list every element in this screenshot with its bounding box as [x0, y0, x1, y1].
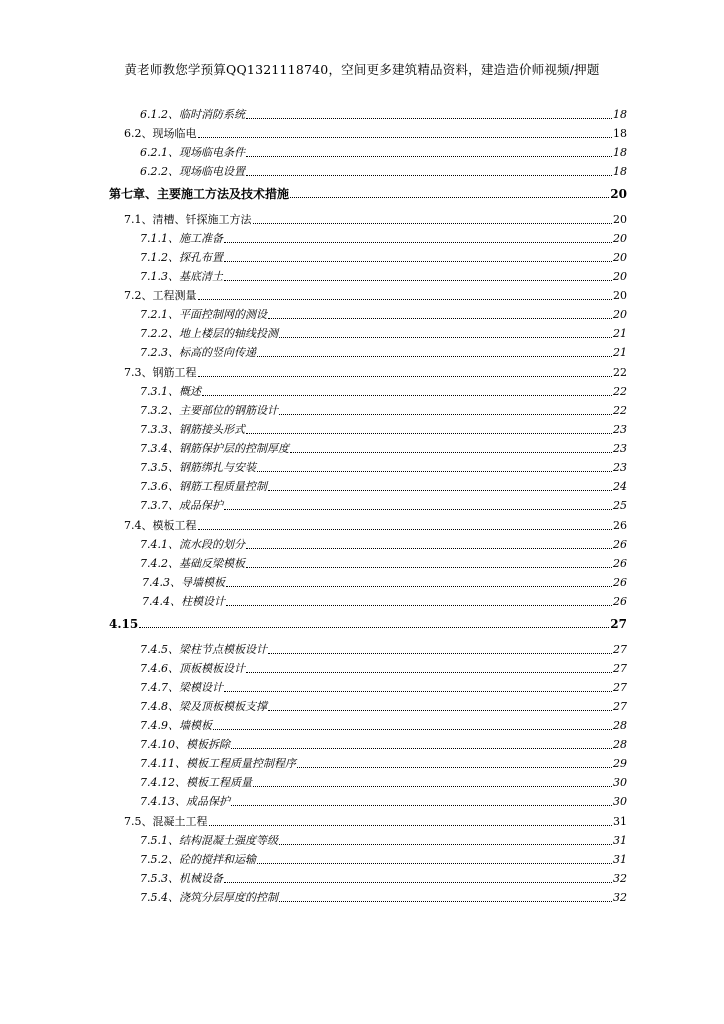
toc-leader-dots	[198, 299, 613, 300]
toc-entry-page: 31	[613, 815, 627, 828]
toc-entry-title: 7.4.6、顶板模板设计	[140, 662, 245, 675]
toc-entry-title: 7.4.2、基础反梁模板	[140, 557, 245, 570]
toc-leader-dots	[224, 261, 612, 262]
toc-entry-title: 6.2.2、现场临电设置	[140, 165, 245, 178]
toc-entry-page: 29	[613, 757, 627, 770]
toc-entry[interactable]	[140, 681, 627, 695]
toc-entry-page: 27	[613, 681, 627, 694]
toc-entry-page: 23	[613, 442, 627, 455]
toc-entry[interactable]	[140, 308, 627, 322]
toc-entry-title: 7.4.4、柱模设计	[142, 595, 225, 608]
toc-leader-dots	[257, 863, 612, 864]
toc-entry-title: 7.4.8、梁及顶板模板支撑	[140, 700, 267, 713]
toc-entry-page: 26	[613, 519, 627, 532]
toc-leader-dots	[268, 653, 612, 654]
toc-entry[interactable]	[140, 108, 627, 122]
toc-entry-page: 28	[613, 719, 627, 732]
toc-entry[interactable]	[140, 891, 627, 905]
toc-entry-page: 31	[613, 834, 627, 847]
toc-entry[interactable]	[124, 815, 627, 829]
toc-entry-page: 27	[613, 662, 627, 675]
toc-entry[interactable]	[142, 576, 627, 590]
toc-entry-title: 7.2.1、平面控制网的测设	[140, 308, 267, 321]
toc-entry-title: 7.4.3、导墙模板	[142, 576, 225, 589]
toc-entry-page: 26	[613, 576, 627, 589]
toc-entry-page: 22	[613, 385, 627, 398]
toc-entry-title: 7.5.1、结构混凝土强度等级	[140, 834, 278, 847]
toc-entry-title: 第七章、主要施工方法及技术措施	[109, 187, 290, 201]
toc-leader-dots	[268, 710, 612, 711]
toc-entry[interactable]	[124, 519, 627, 533]
toc-leader-dots	[231, 805, 612, 806]
toc-leader-dots	[224, 242, 612, 243]
toc-entry-title: 7.3.2、主要部位的钢筋设计	[140, 404, 278, 417]
toc-leader-dots	[279, 414, 612, 415]
toc-leader-dots	[253, 223, 613, 224]
toc-leader-dots	[198, 376, 613, 377]
toc-leader-dots	[268, 490, 612, 491]
toc-chapter-entry[interactable]	[109, 617, 627, 631]
toc-entry-page: 20	[610, 187, 627, 201]
toc-entry-title: 7.3.7、成品保护	[140, 499, 223, 512]
toc-entry-title: 4.15	[109, 617, 139, 631]
toc-leader-dots	[257, 471, 612, 472]
toc-entry-page: 27	[613, 643, 627, 656]
toc-entry-page: 23	[613, 423, 627, 436]
toc-leader-dots	[213, 729, 612, 730]
toc-entry[interactable]	[140, 385, 627, 399]
toc-entry-page: 21	[613, 327, 627, 340]
toc-entry-page: 32	[613, 891, 627, 904]
page-header: 黄老师教您学预算QQ1321118740，空间更多建筑精品资料，建造造价师视频/押题	[124, 62, 600, 77]
toc-entry-page: 23	[613, 461, 627, 474]
toc-entry-title: 6.1.2、临时消防系统	[140, 108, 245, 121]
toc-entry[interactable]	[124, 213, 627, 227]
toc-leader-dots	[279, 901, 612, 902]
toc-entry[interactable]	[140, 776, 627, 790]
toc-leader-dots	[209, 825, 613, 826]
toc-leader-dots	[246, 567, 612, 568]
toc-entry-title: 7.3.6、钢筋工程质量控制	[140, 480, 267, 493]
toc-entry-page: 26	[613, 557, 627, 570]
toc-entry[interactable]	[140, 480, 627, 494]
toc-leader-dots	[226, 605, 612, 606]
toc-entry-title: 7.5.4、浇筑分层厚度的控制	[140, 891, 278, 904]
toc-entry-title: 7.4、模板工程	[124, 519, 197, 532]
toc-entry-title: 7.4.11、模板工程质量控制程序	[140, 757, 296, 770]
toc-entry-page: 30	[613, 795, 627, 808]
toc-entry-title: 7.1.1、施工准备	[140, 232, 223, 245]
toc-leader-dots	[246, 672, 612, 673]
toc-entry[interactable]	[124, 127, 627, 141]
toc-entry[interactable]	[140, 757, 627, 771]
toc-leader-dots	[198, 137, 613, 138]
toc-entry[interactable]	[140, 538, 627, 552]
toc-entry-title: 7.4.13、成品保护	[140, 795, 230, 808]
toc-entry-title: 7.3.4、钢筋保护层的控制厚度	[140, 442, 289, 455]
toc-entry-title: 6.2.1、现场临电条件	[140, 146, 245, 159]
toc-entry-title: 7.5.3、机械设备	[140, 872, 223, 885]
toc-entry[interactable]	[140, 662, 627, 676]
toc-leader-dots	[224, 280, 612, 281]
toc-entry[interactable]	[124, 366, 627, 380]
toc-entry-title: 7.1.2、探孔布置	[140, 251, 223, 264]
toc-entry[interactable]	[140, 795, 627, 809]
toc-entry-title: 7.5、混凝土工程	[124, 815, 208, 828]
toc-entry-page: 22	[613, 404, 627, 417]
toc-entry[interactable]	[140, 270, 627, 284]
toc-leader-dots	[202, 395, 612, 396]
toc-entry-title: 7.1、清槽、钎探施工方法	[124, 213, 252, 226]
toc-entry-title: 7.5.2、砼的搅拌和运输	[140, 853, 256, 866]
toc-entry[interactable]	[140, 557, 627, 571]
toc-leader-dots	[246, 548, 612, 549]
toc-entry-page: 26	[613, 595, 627, 608]
toc-entry-page: 30	[613, 776, 627, 789]
toc-entry[interactable]	[140, 700, 627, 714]
toc-entry-page: 18	[613, 108, 627, 121]
toc-leader-dots	[224, 509, 612, 510]
toc-entry-page: 25	[613, 499, 627, 512]
toc-entry[interactable]	[140, 251, 627, 265]
toc-entry-title: 7.1.3、基底清土	[140, 270, 223, 283]
toc-entry-page: 27	[610, 617, 627, 631]
toc-leader-dots	[224, 882, 612, 883]
toc-entry[interactable]	[140, 853, 627, 867]
toc-entry[interactable]	[142, 595, 627, 609]
toc-entry[interactable]	[140, 165, 627, 179]
toc-entry-title: 7.2.3、标高的竖向传递	[140, 346, 256, 359]
toc-entry-title: 7.4.12、模板工程质量	[140, 776, 252, 789]
toc-leader-dots	[253, 786, 612, 787]
toc-entry-title: 7.3.3、钢筋接头形式	[140, 423, 245, 436]
toc-entry[interactable]	[140, 327, 627, 341]
toc-entry-page: 31	[613, 853, 627, 866]
toc-entry-title: 7.4.10、模板拆除	[140, 738, 230, 751]
toc-leader-dots	[246, 175, 612, 176]
toc-leader-dots	[279, 844, 612, 845]
toc-leader-dots	[257, 356, 612, 357]
toc-entry-page: 22	[613, 366, 627, 379]
toc-entry-page: 20	[613, 289, 627, 302]
toc-entry-page: 28	[613, 738, 627, 751]
toc-entry-page: 21	[613, 346, 627, 359]
toc-leader-dots	[268, 318, 612, 319]
toc-entry-title: 7.4.7、梁模设计	[140, 681, 223, 694]
toc-leader-dots	[246, 156, 612, 157]
toc-entry[interactable]	[140, 834, 627, 848]
toc-entry[interactable]	[140, 232, 627, 246]
toc-leader-dots	[246, 118, 612, 119]
toc-entry-page: 20	[613, 213, 627, 226]
toc-entry-title: 7.2、工程测量	[124, 289, 197, 302]
toc-entry[interactable]	[140, 423, 627, 437]
toc-entry-title: 7.4.1、流水段的划分	[140, 538, 245, 551]
toc-entry[interactable]	[140, 643, 627, 657]
toc-entry[interactable]	[140, 346, 627, 360]
toc-entry-page: 20	[613, 232, 627, 245]
toc-entry-title: 6.2、现场临电	[124, 127, 197, 140]
toc-entry-page: 20	[613, 270, 627, 283]
toc-entry-title: 7.3.1、概述	[140, 385, 201, 398]
toc-leader-dots	[226, 586, 612, 587]
toc-entry-page: 24	[613, 480, 627, 493]
toc-entry-page: 27	[613, 700, 627, 713]
toc-entry-title: 7.2.2、地上楼层的轴线投测	[140, 327, 278, 340]
toc-leader-dots	[246, 433, 612, 434]
toc-entry-page: 20	[613, 251, 627, 264]
toc-entry-page: 20	[613, 308, 627, 321]
toc-leader-dots	[231, 748, 612, 749]
toc-entry[interactable]	[140, 499, 627, 513]
toc-entry[interactable]	[140, 461, 627, 475]
toc-entry[interactable]	[140, 146, 627, 160]
toc-leader-dots	[290, 452, 612, 453]
toc-entry-page: 18	[613, 146, 627, 159]
toc-entry[interactable]	[140, 404, 627, 418]
toc-entry[interactable]	[140, 442, 627, 456]
toc-entry-title: 7.3、钢筋工程	[124, 366, 197, 379]
toc-entry[interactable]	[124, 289, 627, 303]
toc-leader-dots	[139, 627, 609, 628]
toc-entry[interactable]	[140, 719, 627, 733]
toc-entry-title: 7.3.5、钢筋绑扎与安装	[140, 461, 256, 474]
toc-entry-page: 18	[613, 127, 627, 140]
toc-entry-title: 7.4.9、墙模板	[140, 719, 212, 732]
toc-leader-dots	[297, 767, 612, 768]
toc-entry-page: 18	[613, 165, 627, 178]
toc-leader-dots	[279, 337, 612, 338]
toc-entry-title: 7.4.5、梁柱节点模板设计	[140, 643, 267, 656]
toc-entry-page: 26	[613, 538, 627, 551]
toc-leader-dots	[290, 197, 609, 198]
toc-leader-dots	[224, 691, 612, 692]
toc-chapter-entry[interactable]	[109, 187, 627, 201]
toc-entry[interactable]	[140, 872, 627, 886]
toc-entry[interactable]	[140, 738, 627, 752]
toc-leader-dots	[198, 529, 613, 530]
toc-entry-page: 32	[613, 872, 627, 885]
